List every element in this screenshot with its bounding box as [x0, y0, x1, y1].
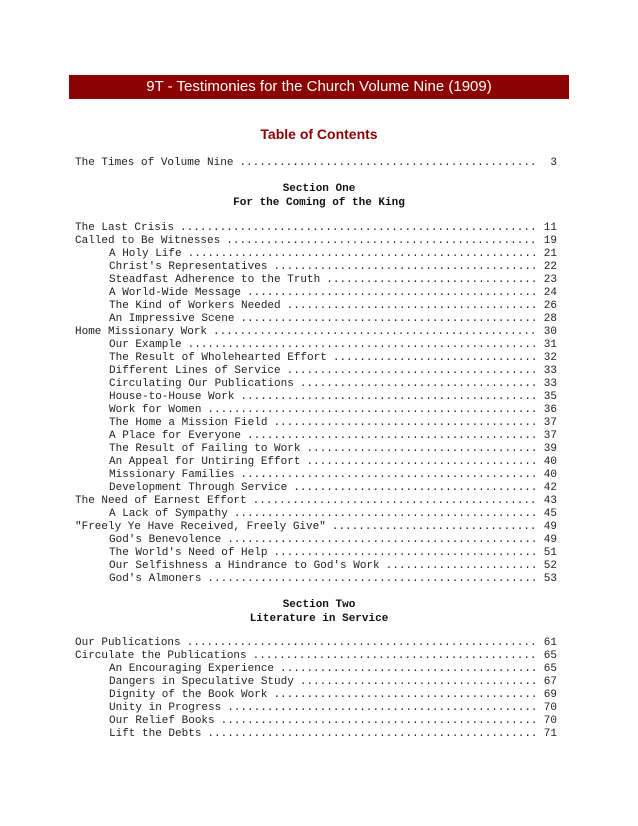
toc-entry-page: 36	[543, 404, 557, 416]
toc-leader-dots	[234, 508, 536, 521]
toc-leader-dots	[207, 728, 536, 741]
toc-entry-title: The Result of Wholehearted Effort	[109, 352, 327, 364]
toc-entry-page: 53	[543, 573, 557, 585]
toc-entry-title: An Impressive Scene	[109, 313, 235, 325]
toc-entry-page: 61	[543, 637, 557, 649]
toc-leader-dots	[386, 560, 536, 573]
toc-leader-dots	[300, 378, 536, 391]
section-two-heading: Section Two	[282, 599, 356, 611]
toc-entry-page: 65	[543, 650, 557, 662]
toc-entry[interactable]	[75, 676, 557, 689]
toc-leader-dots	[333, 352, 536, 365]
toc-entry-title: Our Example	[109, 339, 182, 351]
toc-entry-title: Missionary Families	[109, 469, 235, 481]
toc-entry-page: 24	[543, 287, 557, 299]
toc-entry[interactable]	[75, 495, 557, 508]
section-one-subheading: For the Coming of the King	[233, 197, 405, 209]
toc-leader-dots	[247, 430, 536, 443]
section-one-list	[75, 222, 557, 586]
toc-entry-page: 33	[543, 365, 557, 377]
toc-entry-page: 40	[543, 456, 557, 468]
toc-leader-dots	[280, 663, 536, 676]
toc-leader-dots	[240, 391, 536, 404]
document-banner: 9T - Testimonies for the Church Volume Nine (1909)	[69, 75, 569, 99]
toc-leader-dots	[253, 650, 536, 663]
toc-entry-page: 37	[543, 430, 557, 442]
toc-entry[interactable]	[75, 287, 557, 300]
toc-entry-page: 69	[543, 689, 557, 701]
toc-entry-page: 49	[543, 521, 557, 533]
toc-entry[interactable]	[75, 352, 557, 365]
toc-entry-title: Different Lines of Service	[109, 365, 281, 377]
toc-entry-title: The Home a Mission Field	[109, 417, 268, 429]
toc-entry-page: 33	[543, 378, 557, 390]
toc-entry[interactable]	[75, 715, 557, 728]
toc-leader-dots	[221, 715, 536, 728]
toc-entry[interactable]	[75, 573, 557, 586]
toc-entry[interactable]	[75, 378, 557, 391]
toc-entry[interactable]	[75, 689, 557, 702]
toc-entry[interactable]	[75, 663, 557, 676]
toc-leader-dots	[188, 339, 536, 352]
toc-entry-page: 71	[543, 728, 557, 740]
toc-entry[interactable]	[75, 728, 557, 741]
toc-leader-dots	[187, 637, 536, 650]
section-one-heading: Section One	[282, 183, 356, 195]
toc-entry-title: An Encouraging Experience	[109, 663, 275, 675]
toc-entry[interactable]	[75, 650, 557, 663]
toc-leader-dots	[240, 313, 536, 326]
toc-entry[interactable]	[75, 261, 557, 274]
toc-entry-page: 21	[543, 248, 557, 260]
toc-leader-dots	[287, 365, 536, 378]
toc-entry[interactable]	[75, 443, 557, 456]
toc-entry-title: Christ's Representatives	[109, 261, 268, 273]
toc-entry-title: A Holy Life	[109, 248, 182, 260]
toc-entry-title: A World-Wide Message	[109, 287, 242, 299]
toc-entry[interactable]	[75, 313, 557, 326]
toc-entry-page: 70	[543, 702, 557, 714]
toc-entry[interactable]	[75, 300, 557, 313]
toc-entry-title: Circulating Our Publications	[109, 378, 294, 390]
toc-entry-page: 11	[543, 222, 557, 234]
toc-entry-page: 67	[543, 676, 557, 688]
toc-entry[interactable]	[75, 326, 557, 339]
toc-entry-title: Dangers in Speculative Study	[109, 676, 294, 688]
toc-entry[interactable]	[75, 637, 557, 650]
toc-entry-title: Work for Women	[109, 404, 202, 416]
toc-entry-title: The Times of Volume Nine	[75, 157, 234, 169]
toc-entry[interactable]	[75, 248, 557, 261]
toc-entry-title: Unity in Progress	[109, 702, 222, 714]
toc-entry-title: The Last Crisis	[75, 222, 175, 234]
toc-entry-title: A Place for Everyone	[109, 430, 242, 442]
toc-entry[interactable]	[75, 469, 557, 482]
toc-entry[interactable]	[75, 365, 557, 378]
toc-entry[interactable]	[75, 391, 557, 404]
toc-leader-dots	[306, 456, 536, 469]
toc-leader-dots	[306, 443, 536, 456]
toc-entry[interactable]	[75, 417, 557, 430]
toc-intro-list	[75, 157, 557, 170]
toc-entry[interactable]	[75, 547, 557, 560]
toc-entry-title: Circulate the Publications	[75, 650, 247, 662]
toc-entry[interactable]	[75, 508, 557, 521]
toc-entry-title: Our Publications	[75, 637, 181, 649]
toc-entry[interactable]	[75, 702, 557, 715]
toc-entry-page: 26	[543, 300, 557, 312]
toc-entry-page: 35	[543, 391, 557, 403]
toc-entry-title: Steadfast Adherence to the Truth	[109, 274, 321, 286]
toc-entry-page: 49	[543, 534, 557, 546]
toc-entry-title: The Need of Earnest Effort	[75, 495, 247, 507]
toc-leader-dots	[300, 676, 536, 689]
toc-leader-dots	[273, 417, 536, 430]
table-of-contents-title: Table of Contents	[260, 126, 378, 142]
toc-entry-title: Development Through Service	[109, 482, 288, 494]
toc-entry-title: Home Missionary Work	[75, 326, 208, 338]
toc-entry[interactable]	[75, 404, 557, 417]
toc-entry-page: 31	[543, 339, 557, 351]
toc-entry-page: 52	[543, 560, 557, 572]
toc-entry-page: 45	[543, 508, 557, 520]
section-two-list	[75, 637, 557, 741]
toc-leader-dots	[226, 235, 536, 248]
toc-leader-dots	[253, 495, 536, 508]
toc-leader-dots	[227, 702, 536, 715]
toc-leader-dots	[227, 534, 536, 547]
toc-entry-page: 22	[543, 261, 557, 273]
toc-leader-dots	[240, 469, 536, 482]
toc-leader-dots	[273, 547, 536, 560]
toc-leader-dots	[332, 521, 536, 534]
toc-entry[interactable]	[75, 560, 557, 573]
toc-entry[interactable]	[75, 456, 557, 469]
toc-entry-title: The World's Need of Help	[109, 547, 268, 559]
toc-entry-page: 43	[543, 495, 557, 507]
toc-entry[interactable]	[75, 430, 557, 443]
toc-entry-page: 37	[543, 417, 557, 429]
toc-entry-page: 40	[543, 469, 557, 481]
toc-entry-title: "Freely Ye Have Received, Freely Give"	[75, 521, 326, 533]
toc-leader-dots	[180, 222, 536, 235]
toc-entry[interactable]	[75, 157, 557, 170]
toc-entry-title: A Lack of Sympathy	[109, 508, 228, 520]
toc-entry[interactable]	[75, 521, 557, 534]
toc-entry-title: Lift the Debts	[109, 728, 202, 740]
toc-leader-dots	[273, 689, 536, 702]
toc-entry-title: The Kind of Workers Needed	[109, 300, 281, 312]
toc-entry-page: 65	[543, 663, 557, 675]
toc-leader-dots	[247, 287, 536, 300]
toc-entry-title: God's Almoners	[109, 573, 202, 585]
toc-entry-page: 70	[543, 715, 557, 727]
toc-entry-title: Called to Be Witnesses	[75, 235, 221, 247]
toc-entry-page: 42	[543, 482, 557, 494]
toc-entry-page: 3	[550, 157, 557, 169]
toc-leader-dots	[293, 482, 536, 495]
toc-entry-page: 30	[543, 326, 557, 338]
toc-entry-title: Dignity of the Book Work	[109, 689, 268, 701]
toc-entry[interactable]	[75, 339, 557, 352]
toc-entry-title: Our Relief Books	[109, 715, 215, 727]
toc-leader-dots	[213, 326, 536, 339]
toc-entry-page: 51	[543, 547, 557, 559]
toc-entry-title: An Appeal for Untiring Effort	[109, 456, 301, 468]
toc-entry-page: 23	[543, 274, 557, 286]
toc-entry-page: 32	[543, 352, 557, 364]
toc-leader-dots	[287, 300, 536, 313]
toc-entry[interactable]	[75, 534, 557, 547]
section-two-subheading: Literature in Service	[249, 613, 389, 625]
toc-leader-dots	[326, 274, 536, 287]
toc-entry[interactable]	[75, 274, 557, 287]
toc-leader-dots	[207, 404, 536, 417]
toc-entry-title: House-to-House Work	[109, 391, 235, 403]
toc-entry-page: 19	[543, 235, 557, 247]
toc-leader-dots	[273, 261, 536, 274]
toc-leader-dots	[239, 157, 536, 170]
toc-entry[interactable]	[75, 235, 557, 248]
toc-entry-page: 28	[543, 313, 557, 325]
toc-entry-title: God's Benevolence	[109, 534, 222, 546]
toc-leader-dots	[188, 248, 536, 261]
toc-entry-title: The Result of Failing to Work	[109, 443, 301, 455]
toc-entry[interactable]	[75, 222, 557, 235]
toc-leader-dots	[207, 573, 536, 586]
toc-entry-page: 39	[543, 443, 557, 455]
toc-entry-title: Our Selfishness a Hindrance to God's Work	[109, 560, 380, 572]
toc-entry[interactable]	[75, 482, 557, 495]
